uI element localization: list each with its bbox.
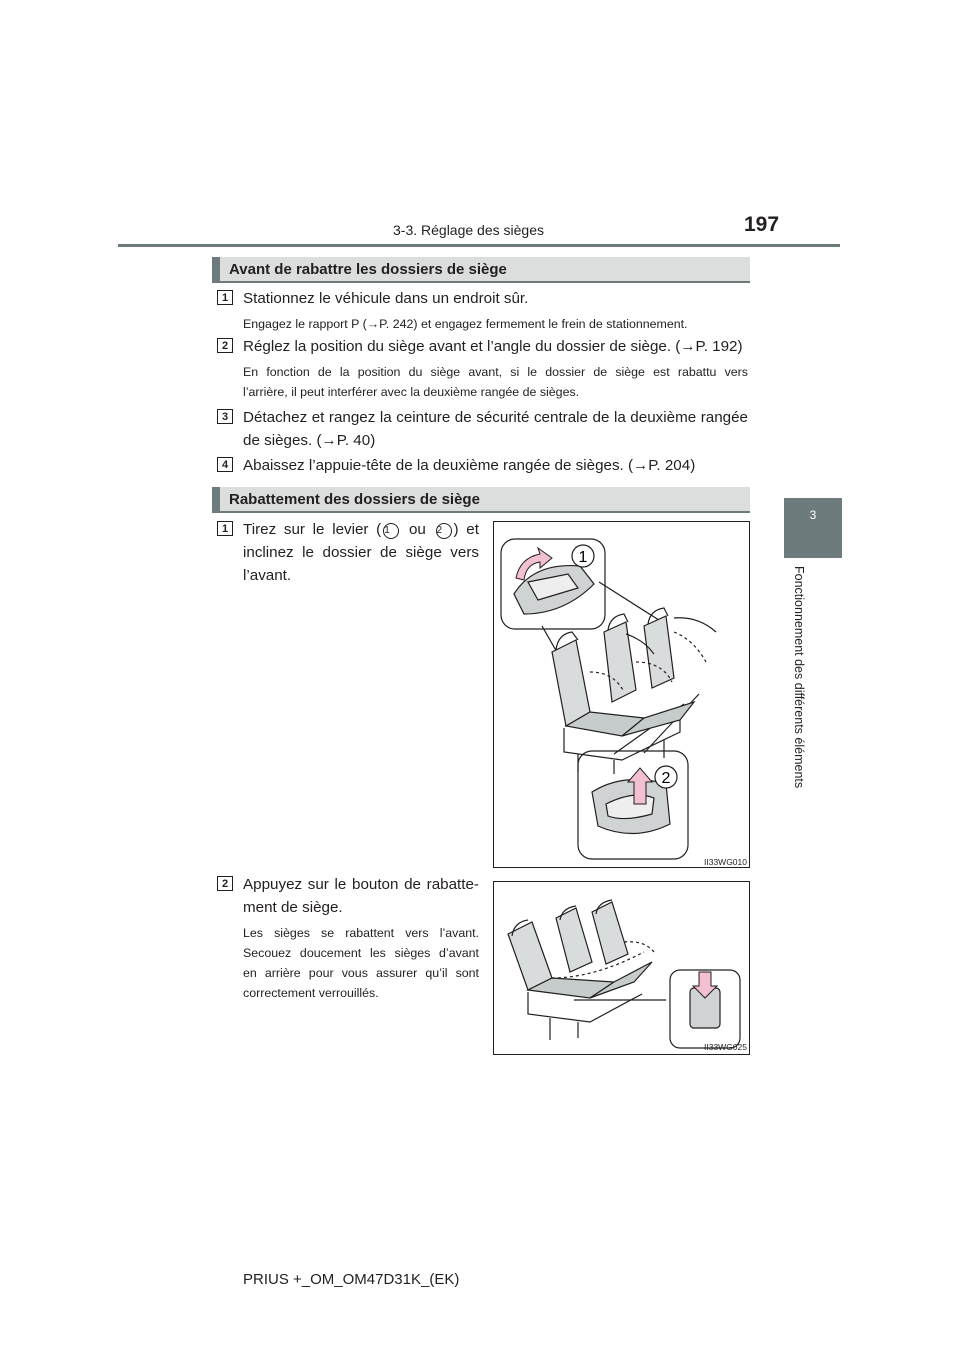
section-heading-text: Avant de rabattre les dossiers de siège xyxy=(229,261,507,278)
header-section-title: 3-3. Réglage des sièges xyxy=(393,222,544,238)
step-note: correctement verrouillés. xyxy=(243,986,379,1000)
step-number-box: 3 xyxy=(217,409,233,424)
footer-model-code: PRIUS +_OM_OM47D31K_(EK) xyxy=(243,1271,460,1288)
step-note: Engagez le rapport P (→P. 242) et engagez fermement le frein de stationnement. xyxy=(243,317,688,331)
step-note: l’arrière, il peut interférer avec la deuxième rangée de sièges. xyxy=(243,385,580,399)
step-text xyxy=(243,518,479,541)
chapter-number: 3 xyxy=(809,508,817,522)
section-heading xyxy=(212,487,750,513)
step-text: l’avant. xyxy=(243,567,292,584)
page-number: 197 xyxy=(744,213,780,236)
chapter-caption-text: Fonctionnement des différents éléments xyxy=(792,566,806,789)
step-text: Réglez la position du siège avant et l’angle du dossier de siège. (→P. 192) xyxy=(243,338,743,355)
header-rule xyxy=(118,244,840,247)
step-note: en arrière pour vous assurer qu’il sont xyxy=(243,966,479,980)
step-text: Abaissez l’appuie-tête de la deuxième rangée de sièges. (→P. 204) xyxy=(243,457,696,474)
fold-button-drawing xyxy=(494,882,749,1054)
step-note: En fonction de la position du siège avant, si le dossier de siège est rabattu vers xyxy=(243,365,748,379)
seat-lever-drawing xyxy=(494,522,749,867)
section-heading-text: Rabattement des dossiers de siège xyxy=(229,491,480,508)
step-text: Appuyez sur le bouton de rabatte- xyxy=(243,876,479,893)
step-text: Stationnez le véhicule dans un endroit sûr. xyxy=(243,290,529,307)
step-text-part: Tirez sur le levier ( xyxy=(243,521,382,538)
step-text: ment de siège. xyxy=(243,899,343,916)
chapter-tab xyxy=(784,498,842,558)
step-number-box: 1 xyxy=(217,290,233,305)
seat-lever-illustration xyxy=(493,521,750,868)
step-text: Détachez et rangez la ceinture de sécurité centrale de la deuxième rangée xyxy=(243,409,748,426)
step-text: inclinez le dossier de siège vers xyxy=(243,544,479,561)
section-heading xyxy=(212,257,750,283)
figure-code: II33WG025 xyxy=(704,1042,747,1052)
fold-button-illustration xyxy=(493,881,750,1055)
chapter-caption xyxy=(790,566,812,826)
callout-2-label: 2 xyxy=(661,770,671,787)
figure-code: II33WG010 xyxy=(704,857,747,867)
step-note: Secouez doucement les sièges d’avant xyxy=(243,946,479,960)
step-number-box: 2 xyxy=(217,876,233,891)
step-text-part: ) et xyxy=(453,521,479,538)
step-number-box: 2 xyxy=(217,338,233,353)
callout-1-label: 1 xyxy=(578,549,588,566)
callout-1-marker: 1 xyxy=(383,523,399,539)
step-note: Les sièges se rabattent vers l’avant. xyxy=(243,926,479,940)
step-text: de sièges. (→P. 40) xyxy=(243,432,376,449)
step-number-box: 4 xyxy=(217,457,233,472)
callout-2-marker: 2 xyxy=(436,523,452,539)
step-text-part: ou xyxy=(408,521,426,538)
step-number-box: 1 xyxy=(217,521,233,536)
